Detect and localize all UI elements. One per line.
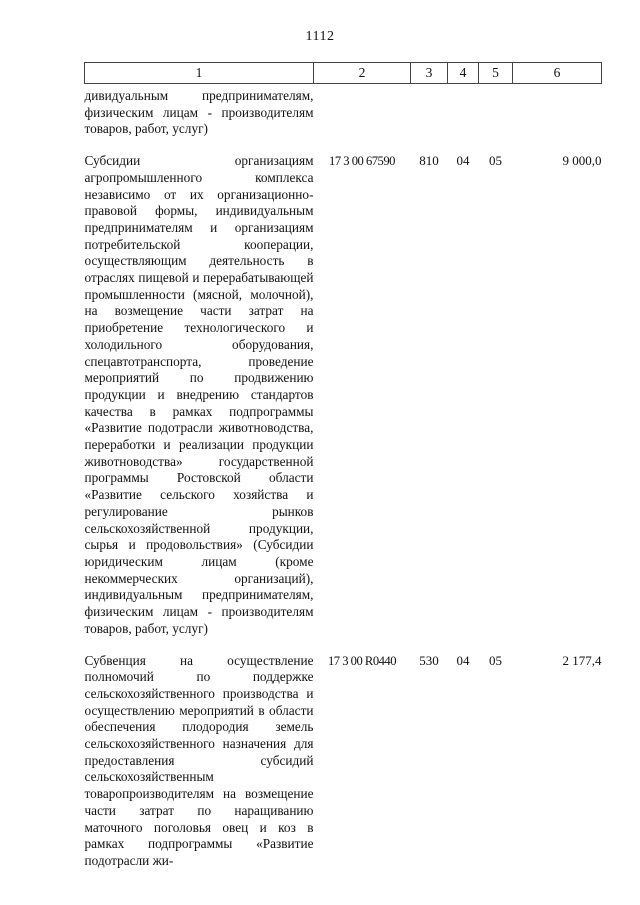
row-subsection [479, 84, 513, 139]
row-amount: 9 000,0 [562, 153, 602, 169]
row-expense-type [411, 84, 448, 139]
table-header-row [85, 63, 602, 84]
row-subsection: 05 [489, 652, 502, 668]
row-description: Субсидии организациям агропромышленного комплекса независимо от их организационно-правовой формы, индивидуальным предпринимателям и организациям потребительской кооперации, осуществляющим деятельность в отраслях пищевой и перерабатывающей промышленности (мясной, молочной), на возмещение части затрат на приобретение технологического и холодильного оборудования, спецавтотранспорта, проведение мероприятий по продвижению продукции и внедрению стандартов качества в рамках подпрограммы «Развитие подотрасли животноводства, переработки и реализации продукции животноводства» государственной программы Ростовской области «Развитие сельского хозяйства и регулирование рынков сельскохозяйственной продукции, сырья и продовольствия» (Субсидии юридическим лицам (кроме некоммерческих организаций), индивидуальным предпринимателям, физическим лицам - производителям товаров, работ, услуг) [84, 153, 314, 636]
row-target-code [314, 84, 411, 139]
table-row [85, 638, 602, 870]
row-amount [513, 84, 602, 139]
column-header-section: 4 [448, 63, 479, 84]
column-header-expense-type: 3 [411, 63, 448, 84]
row-description: Субвенция на осуществление полномочий по поддержке сельскохозяйственного производства и осуществлению мероприятий в области обеспечения плодородия земель сельскохозяйственного назначения для предоставления субсидий сельскохозяйственным товаропроизводителям на возмещение части затрат по наращиванию маточного поголовья овец и коз в рамках подпрограммы «Развитие подотрасли жи- [84, 652, 314, 868]
row-expense-type: 530 [419, 652, 439, 668]
row-expense-type: 810 [419, 153, 439, 169]
row-description: дивидуальным предпринимателям, физическим лицам - производителям товаров, работ, услуг) [84, 88, 314, 137]
row-section: 04 [456, 153, 470, 169]
row-amount: 2 177,4 [562, 652, 602, 668]
table-row [85, 84, 602, 139]
column-header-amount: 6 [513, 63, 602, 84]
table-row [85, 138, 602, 637]
budget-table [84, 62, 602, 870]
column-header-subsection: 5 [479, 63, 513, 84]
row-section: 04 [456, 652, 470, 668]
page-number: 1112 [305, 29, 335, 44]
row-target-code: 17 3 00 R0440 [327, 653, 397, 668]
column-header-description: 1 [85, 63, 314, 84]
row-section [448, 84, 479, 139]
column-header-target-code: 2 [314, 63, 411, 84]
row-subsection: 05 [489, 153, 502, 169]
row-target-code: 17 3 00 67590 [329, 154, 395, 169]
